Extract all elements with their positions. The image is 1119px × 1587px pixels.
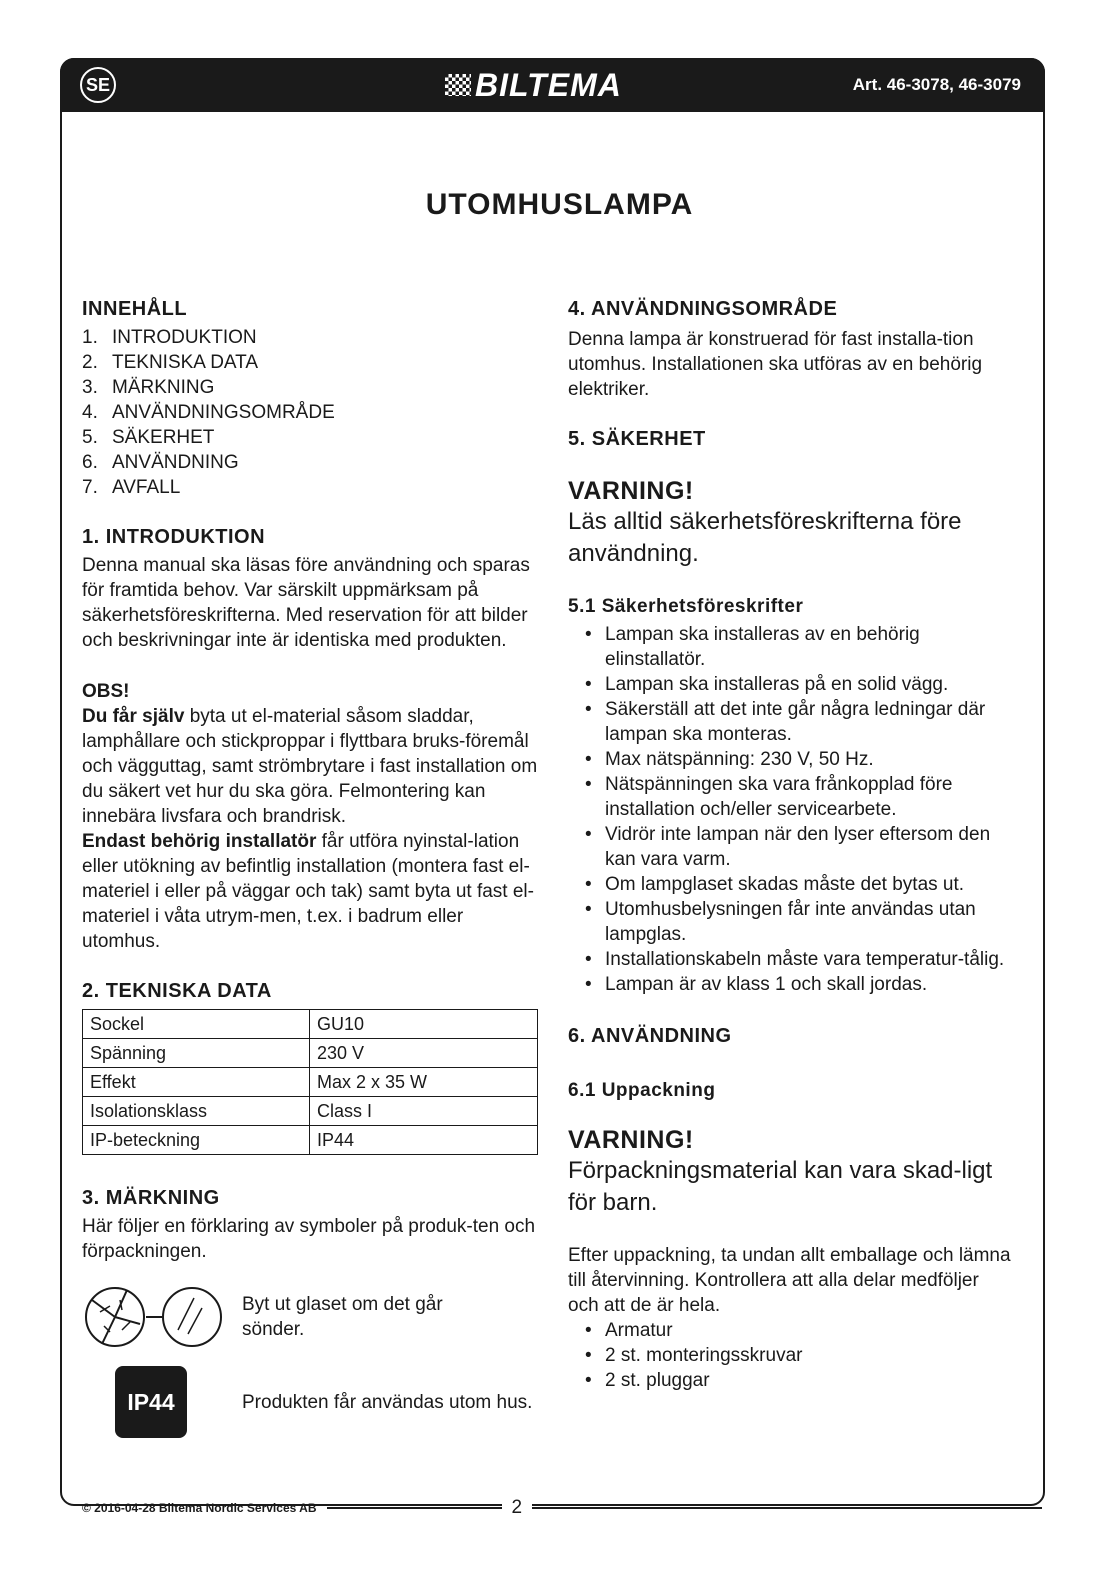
unpacking-heading: 6.1 Uppackning (568, 1080, 716, 1101)
toc-heading: INNEHÅLL (82, 298, 188, 320)
marking-text: Här följer en förklaring av symboler på produk-ten och förpackningen. (82, 1216, 536, 1262)
toc-item: 6. ANVÄNDNING (82, 452, 239, 473)
checkered-flag-icon (445, 74, 471, 96)
page-header (60, 58, 1045, 112)
glass-symbol-text: Byt ut glaset om det går sönder. (242, 1294, 443, 1340)
usage-area-heading: 4. ANVÄNDNINGSOMRÅDE (568, 298, 838, 320)
glass-symbol-row (82, 1282, 542, 1352)
obs-paragraph-1: Du får själv byta ut el-material såsom sladdar, lamphållare och stickproppar i flyttbara bruks-föremål och vägguttag, samt strömbrytare i fast installation om du säkert vet hur du ska göra. Felmontering kan innebära livsfara och brandrisk. (82, 706, 538, 827)
toc-item: 4. ANVÄNDNINGSOMRÅDE (82, 402, 335, 423)
broken-glass-icon (82, 1282, 242, 1352)
list-item: • Installationskabeln måste vara temperatur-tålig. (605, 947, 1018, 972)
obs-heading: OBS! (82, 681, 130, 702)
list-item: • Max nätspänning: 230 V, 50 Hz. (605, 747, 1018, 772)
table-row: IP-beteckning IP44 (83, 1126, 538, 1155)
brand-name: BILTEMA (475, 66, 622, 103)
toc-item: 2. TEKNISKA DATA (82, 352, 259, 373)
list-item: • Vidrör inte lampan när den lyser eftersom den kan vara varm. (605, 822, 1018, 872)
safety-warning-heading: VARNING! (568, 477, 694, 505)
language-badge: SE (80, 67, 116, 103)
safety-heading: 5. SÄKERHET (568, 428, 706, 450)
table-row: Sockel GU10 (83, 1010, 538, 1039)
unpacking-text: Efter uppackning, ta undan allt emballage och lämna till återvinning. Kontrollera att alla delar medföljer och att de är hela. (568, 1245, 1011, 1316)
list-item: • 2 st. monteringsskruvar (605, 1343, 1018, 1368)
brand-logo (445, 66, 622, 104)
marking-heading: 3. MÄRKNING (82, 1187, 220, 1209)
usage-area-text: Denna lampa är konstruerad för fast installa-tion utomhus. Installationen ska utföras av en behörig elektriker. (568, 329, 983, 400)
page-footer (82, 1497, 1042, 1519)
safety-warning-text: Läs alltid säkerhetsföreskrifterna före användning. (568, 508, 962, 567)
footer-divider (327, 1507, 502, 1509)
table-row: Isolationsklass Class I (83, 1097, 538, 1126)
footer-divider (532, 1507, 1042, 1509)
ip-symbol-row (82, 1366, 542, 1438)
contents-list (568, 1318, 1018, 1393)
tech-table (82, 1009, 538, 1155)
article-number: Art. 46-3078, 46-3079 (852, 75, 1021, 94)
table-row: Effekt Max 2 x 35 W (83, 1068, 538, 1097)
page-number: 2 (502, 1497, 533, 1519)
right-column (568, 298, 1018, 1393)
left-column (82, 298, 542, 1438)
toc-list (82, 325, 542, 500)
ip44-icon: IP44 (115, 1366, 187, 1438)
toc-item: 5. SÄKERHET (82, 427, 215, 448)
safety-subheading: 5.1 Säkerhetsföreskrifter (568, 596, 804, 617)
obs-paragraph-2: Endast behörig installatör får utföra nyinstal-lation eller utökning av befintlig installation (montera fast el-materiel i eller på väggar och tak) samt byta ut fast el-materiel i våta utrym-men, t.ex. i badrum eller utomhus. (82, 831, 534, 952)
usage-heading: 6. ANVÄNDNING (568, 1025, 732, 1047)
list-item: • 2 st. pluggar (605, 1368, 1018, 1393)
ip-symbol-text: Produkten får användas utom hus. (242, 1391, 533, 1413)
tech-heading: 2. TEKNISKA DATA (82, 980, 272, 1002)
toc-item: 3. MÄRKNING (82, 377, 215, 398)
usage-warning-heading: VARNING! (568, 1126, 694, 1154)
usage-warning-text: Förpackningsmaterial kan vara skad-ligt för barn. (568, 1157, 993, 1216)
intro-heading: 1. INTRODUKTION (82, 526, 266, 548)
list-item: • Lampan ska installeras på en solid vägg. (605, 672, 1018, 697)
copyright: © 2016-04-28 Biltema Nordic Services AB (82, 1501, 317, 1515)
list-item: • Om lampglaset skadas måste det bytas ut. (605, 872, 1018, 897)
safety-list (568, 622, 1018, 997)
list-item: • Nätspänningen ska vara frånkopplad före installation och/eller servicearbete. (605, 772, 1018, 822)
toc-item: 7. AVFALL (82, 477, 181, 498)
list-item: • Armatur (605, 1318, 1018, 1343)
page-title: UTOMHUSLAMPA (425, 188, 694, 221)
list-item: • Lampan ska installeras av en behörig elinstallatör. (605, 622, 1018, 672)
toc-item: 1. INTRODUKTION (82, 327, 257, 348)
list-item: • Lampan är av klass 1 och skall jordas. (605, 972, 1018, 997)
list-item: • Säkerställ att det inte går några ledningar där lampan ska monteras. (605, 697, 1018, 747)
list-item: • Utomhusbelysningen får inte användas utan lampglas. (605, 897, 1018, 947)
table-row: Spänning 230 V (83, 1039, 538, 1068)
intro-text: Denna manual ska läsas före användning och sparas för framtida behov. Var särskilt uppmärksam på säkerhetsföreskrifterna. Med reservation för att bilder och beskrivningar inte är identiska med produkten. (82, 555, 530, 651)
